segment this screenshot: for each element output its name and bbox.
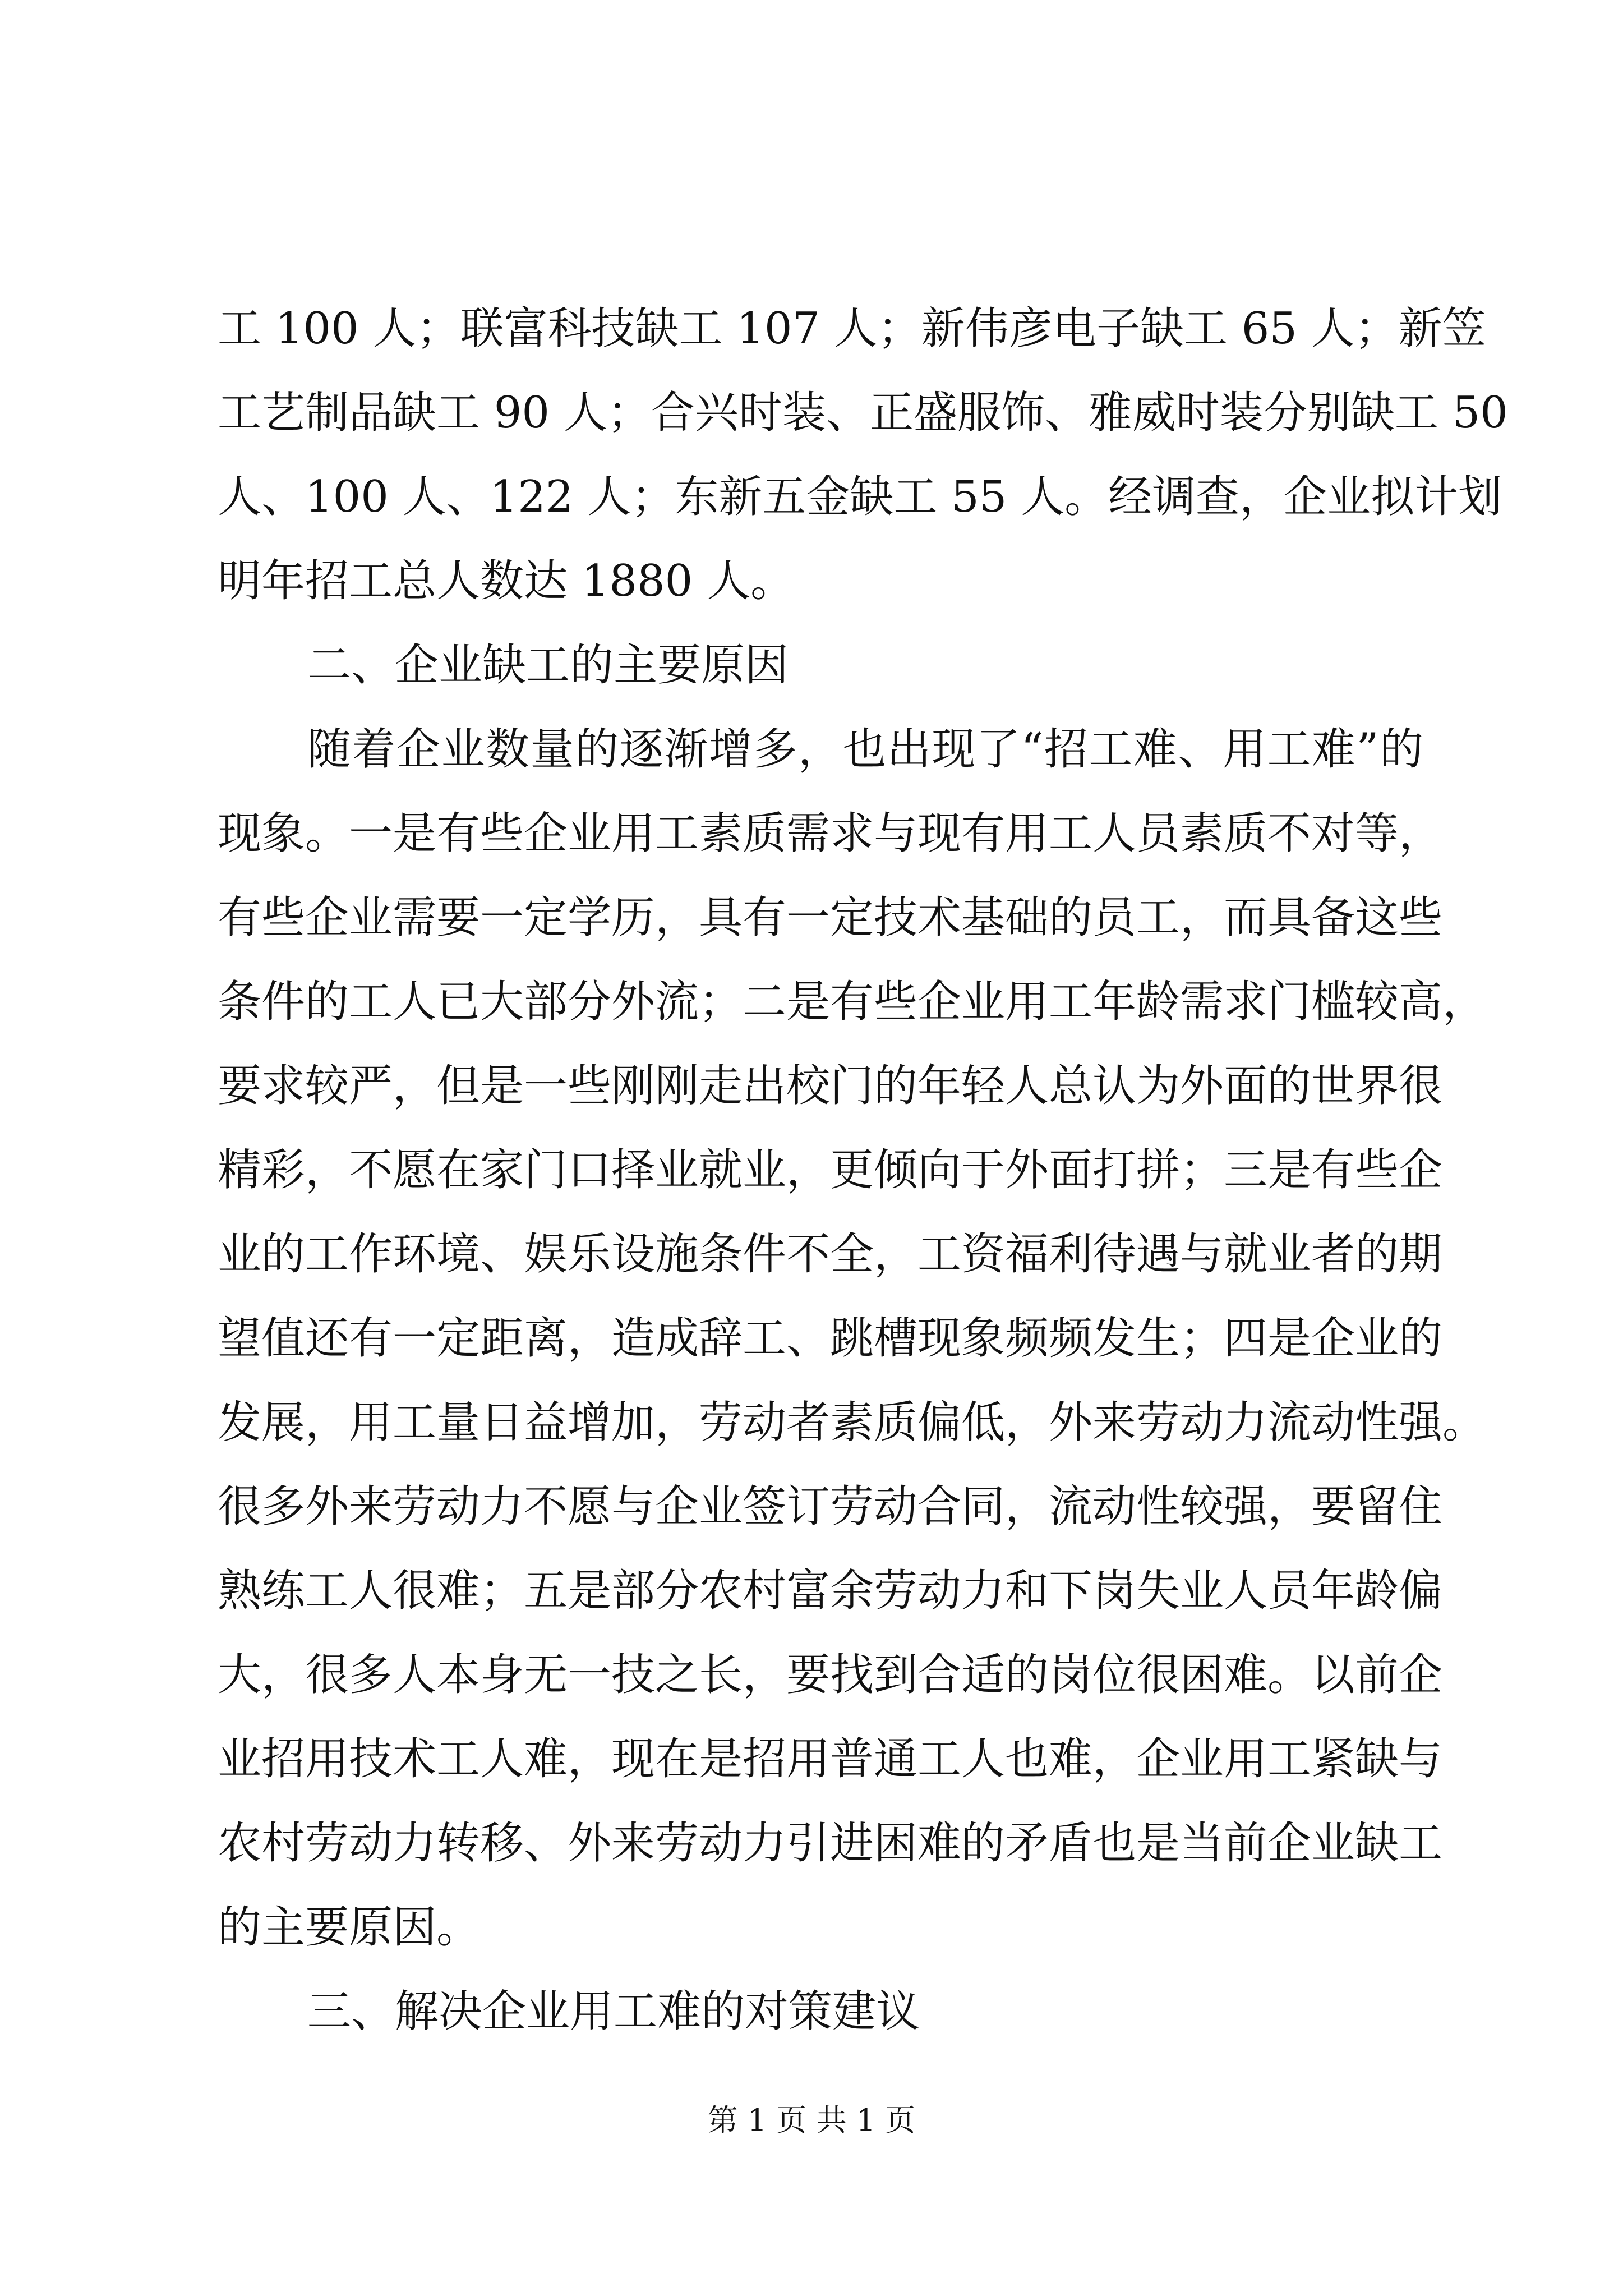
section-heading: 三、解决企业用工难的对策建议 xyxy=(307,1986,920,2037)
text-line: 现象。一是有些企业用工素质需求与现有用工人员素质不对等， xyxy=(218,808,1443,859)
text-line: 明年招工总人数达 1880 人。 xyxy=(218,556,795,606)
text-line: 业的工作环境、娱乐设施条件不全，工资福利待遇与就业者的期 xyxy=(218,1229,1443,1280)
text-line: 工 100 人；联富科技缺工 107 人；新伟彦电子缺工 65 人；新笠 xyxy=(218,303,1486,354)
page-footer: 第 1 页 共 1 页 xyxy=(707,2102,916,2138)
text-line: 精彩，不愿在家门口择业就业，更倾向于外面打拼；三是有些企 xyxy=(218,1145,1443,1195)
text-line: 农村劳动力转移、外来劳动力引进困难的矛盾也是当前企业缺工 xyxy=(218,1818,1443,1869)
text-line: 的主要原因。 xyxy=(218,1902,481,1953)
text-line: 人、100 人、122 人；东新五金缺工 55 人。经调查，企业拟计划 xyxy=(218,472,1502,522)
text-line: 有些企业需要一定学历，具有一定技术基础的员工，而具备这些 xyxy=(218,892,1443,943)
text-line: 望值还有一定距离，造成辞工、跳槽现象频频发生；四是企业的 xyxy=(218,1313,1443,1364)
text-line: 要求较严，但是一些刚刚走出校门的年轻人总认为外面的世界很 xyxy=(218,1061,1443,1111)
text-line: 发展，用工量日益增加，劳动者素质偏低，外来劳动力流动性强。 xyxy=(218,1397,1487,1448)
text-line: 条件的工人已大部分外流；二是有些企业用工年龄需求门槛较高， xyxy=(218,977,1487,1027)
text-line: 很多外来劳动力不愿与企业签订劳动合同，流动性较强，要留住 xyxy=(218,1481,1443,1532)
text-line: 大，很多人本身无一技之长，要找到合适的岗位很困难。以前企 xyxy=(218,1650,1443,1700)
section-heading: 二、企业缺工的主要原因 xyxy=(307,640,789,691)
text-line: 熟练工人很难；五是部分农村富余劳动力和下岗失业人员年龄偏 xyxy=(218,1566,1443,1616)
text-line: 业招用技术工人难，现在是招用普通工人也难，企业用工紧缺与 xyxy=(218,1734,1443,1784)
text-line: 工艺制品缺工 90 人；合兴时装、正盛服饰、雅威时装分别缺工 50 xyxy=(218,388,1508,438)
text-line: 随着企业数量的逐渐增多，也出现了“招工难、用工难”的 xyxy=(307,724,1423,775)
